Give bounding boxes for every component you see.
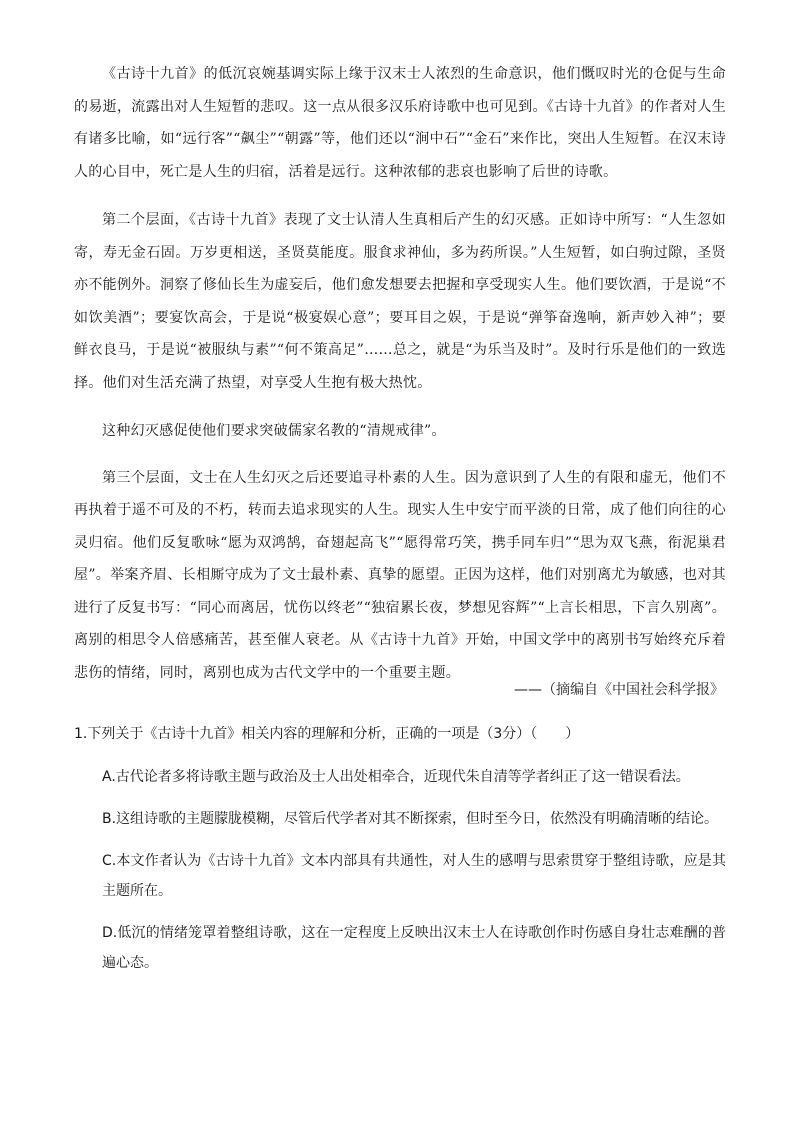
reading-passage: [74, 58, 726, 705]
passage-paragraph-2: 第二个层面，《古诗十九首》表现了文士认清人生真相后产生的幻灭感。正如诗中所写：“人生忽如寄，寿无金石固。万岁更相送，圣贤莫能度。服食求神仙，多为药所误。”人生短暂，如白驹过隙，圣贤亦不能例外。洞察了修仙长生为虚妄后，他们愈发想要去把握和享受现实人生。他们要饮酒，于是说“不如饮美酒”；要宴饮高会，于是说“极宴娱心意”；要耳目之娱，于是说“弹筝奋逸响，新声妙入神”；要鲜衣良马，于是说“被服纨与素”“何不策高足”……总之，就是“为乐当及时”。及时行乐是他们的一致选择。他们对生活充满了热望，对享受人生抱有极大热忱。: [74, 212, 726, 391]
question-1: [74, 720, 726, 990]
option-d[interactable]: D.低沉的情绪笼罩着整组诗歌，这在一定程度上反映出汉末士人在诗歌创作时伤感自身壮志难酬的普遍心态。: [102, 925, 726, 971]
question-stem: 1.下列关于《古诗十九首》相关内容的理解和分析，正确的一项是（3分）（ ）: [74, 726, 580, 742]
passage-paragraph-1: 《古诗十九首》的低沉哀婉基调实际上缘于汉末士人浓烈的生命意识，他们慨叹时光的仓促与生命的易逝，流露出对人生短暂的悲叹。这一点从很多汉乐府诗歌中也可见到。《古诗十九首》的作者对人生有诸多比喻，如“远行客”“飙尘”“朝露”等，他们还以“涧中石”“金石”来作比，突出人生短暂。在汉末诗人的心目中，死亡是人生的归宿，活着是远行。这种浓郁的悲哀也影响了后世的诗歌。: [74, 66, 726, 180]
passage-paragraph-3: 这种幻灭感促使他们要求突破儒家名教的“清规戒律”。: [102, 423, 446, 439]
option-c[interactable]: C.本文作者认为《古诗十九首》文本内部具有共通性，对人生的感喟与思索贯穿于整组诗歌，应是其主题所在。: [102, 853, 726, 899]
option-a[interactable]: A.古代论者多将诗歌主题与政治及士人出处相牵合，近现代朱自清等学者纠正了这一错误看法。: [102, 769, 690, 785]
passage-paragraph-4: 第三个层面，文士在人生幻灭之后还要追寻朴素的人生。因为意识到了人生的有限和虚无，他们不再执着于遥不可及的不朽，转而去追求现实的人生。现实人生中安宁而平淡的日常，成了他们向往的心灵归宿。他们反复歌咏“愿为双鸿鹄，奋翅起高飞”“愿得常巧笑，携手同车归”“思为双飞燕，衔泥巢君屋”。举案齐眉、长相厮守成为了文士最朴素、真挚的愿望。正因为这样，他们对别离尤为敏感，也对其进行了反复书写：“同心而离居，忧伤以终老”“独宿累长夜，梦想见容辉”“上言长相思，下言久别离”。离别的相思令人倍感痛苦，甚至催人衰老。从《古诗十九首》开始，中国文学中的离别书写始终充斥着悲伤的情绪，同时，离别也成为古代文学中的一个重要主题。: [74, 469, 726, 681]
passage-source: ——（摘编自《中国社会科学报》: [514, 682, 724, 698]
option-b[interactable]: B.这组诗歌的主题朦胧模糊，尽管后代学者对其不断探索，但时至今日，依然没有明确清晰的结论。: [102, 811, 719, 827]
